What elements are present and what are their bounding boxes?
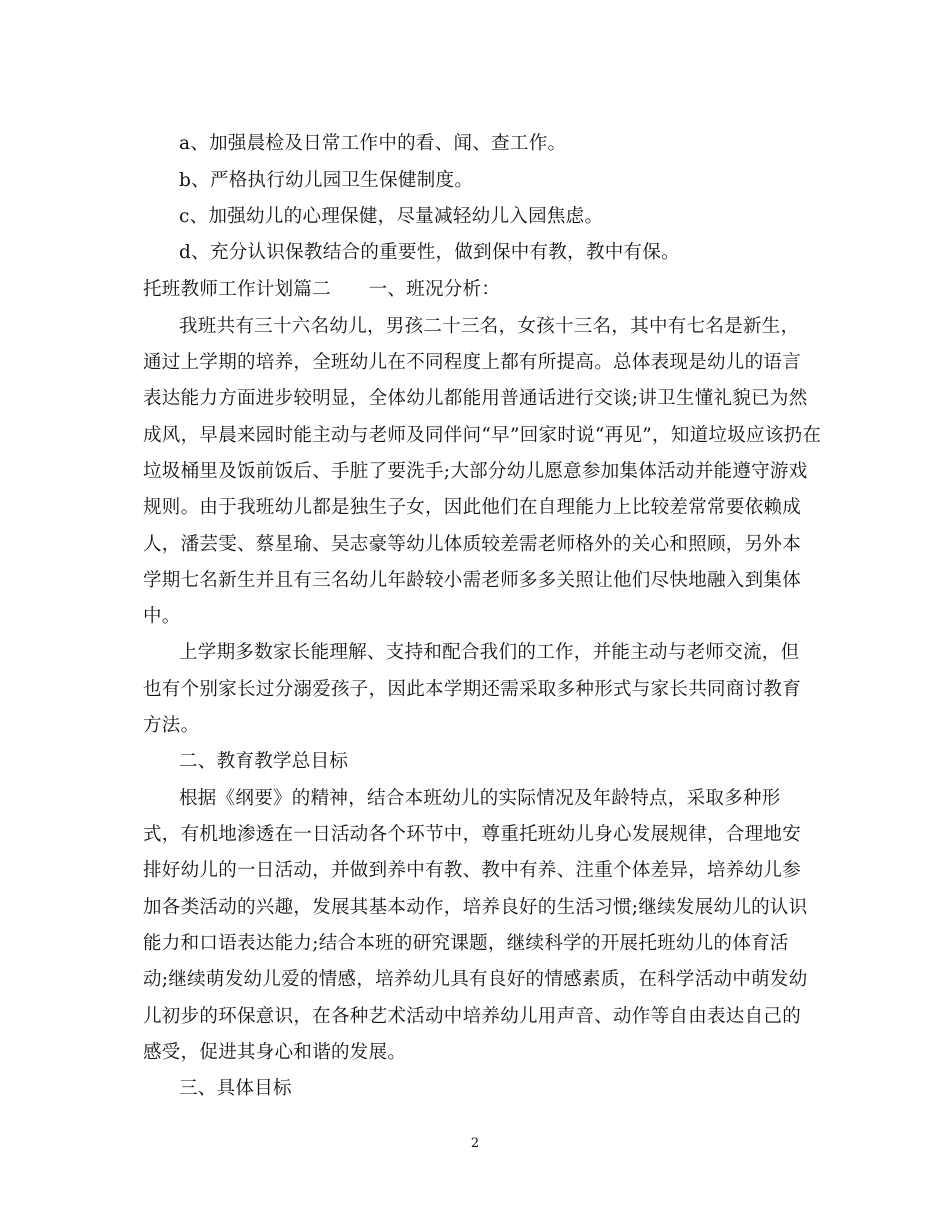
text-line: 中。	[143, 606, 181, 627]
text-line: 垃圾桶里及饭前饭后、手脏了要洗手;大部分幼儿愿意参加集体活动并能遵守游戏	[143, 461, 808, 482]
section-heading: 二、教育教学总目标	[179, 751, 349, 772]
text-line: 式，有机地渗透在一日活动各个环节中，尊重托班幼儿身心发展规律，合理地安	[143, 824, 802, 845]
text-line: 学期七名新生并且有三名幼儿年龄较小需老师多多关照让他们尽快地融入到集体	[143, 570, 802, 591]
text-line: d、充分认识保教结合的重要性，做到保中有教，教中有保。	[179, 242, 680, 263]
text-line: 规则。由于我班幼儿都是独生子女，因此他们在自理能力上比较差常常要依赖成	[143, 497, 802, 518]
text-line: 动;继续萌发幼儿爱的情感，培养幼儿具有良好的情感素质，在科学活动中萌发幼	[143, 969, 808, 990]
page-number: 2	[470, 1136, 480, 1151]
text-line: 儿初步的环保意识，在各种艺术活动中培养幼儿用声音、动作等自由表达自己的	[143, 1006, 802, 1027]
text-line: 根据《纲要》的精神，结合本班幼儿的实际情况及年龄特点，采取多种形	[179, 788, 781, 809]
text-line: 上学期多数家长能理解、支持和配合我们的工作，并能主动与老师交流，但	[179, 642, 800, 663]
text-line: 人，潘芸雯、蔡星瑜、吴志豪等幼儿体质较差需老师格外的关心和照顾，另外本	[143, 534, 802, 555]
text-line: c、加强幼儿的心理保健，尽量减轻幼儿入园焦虑。	[179, 206, 604, 227]
text-line: 成风，早晨来园时能主动与老师及同伴问“早”回家时说“再见”，知道垃圾应该扔在	[143, 425, 822, 446]
text-line: 能力和口语表达能力;结合本班的研究课题，继续科学的开展托班幼儿的体育活	[143, 933, 789, 954]
text-line: 加各类活动的兴趣，发展其基本动作，培养良好的生活习惯;继续发展幼儿的认识	[143, 897, 808, 918]
text-line: 排好幼儿的一日活动，并做到养中有教、教中有养、注重个体差异，培养幼儿参	[143, 860, 802, 881]
text-line: b、严格执行幼儿园卫生保健制度。	[179, 170, 474, 191]
text-line: 我班共有三十六名幼儿，男孩二十三名，女孩十三名，其中有七名是新生，	[179, 316, 800, 337]
text-line: 表达能力方面进步较明显，全体幼儿都能用普通话进行交谈;讲卫生懂礼貌已为然	[143, 388, 808, 409]
text-line: 感受，促进其身心和谐的发展。	[143, 1042, 407, 1063]
text-line: 方法。	[143, 715, 200, 736]
section-heading: 三、具体目标	[179, 1078, 292, 1099]
text-line: a、加强晨检及日常工作中的看、闻、查工作。	[179, 133, 567, 154]
text-line: 也有个别家长过分溺爱孩子，因此本学期还需采取多种形式与家长共同商讨教育	[143, 679, 802, 700]
section-heading: 托班教师工作计划篇二 一、班况分析：	[143, 279, 501, 300]
text-line: 通过上学期的培养，全班幼儿在不同程度上都有所提高。总体表现是幼儿的语言	[143, 352, 802, 373]
